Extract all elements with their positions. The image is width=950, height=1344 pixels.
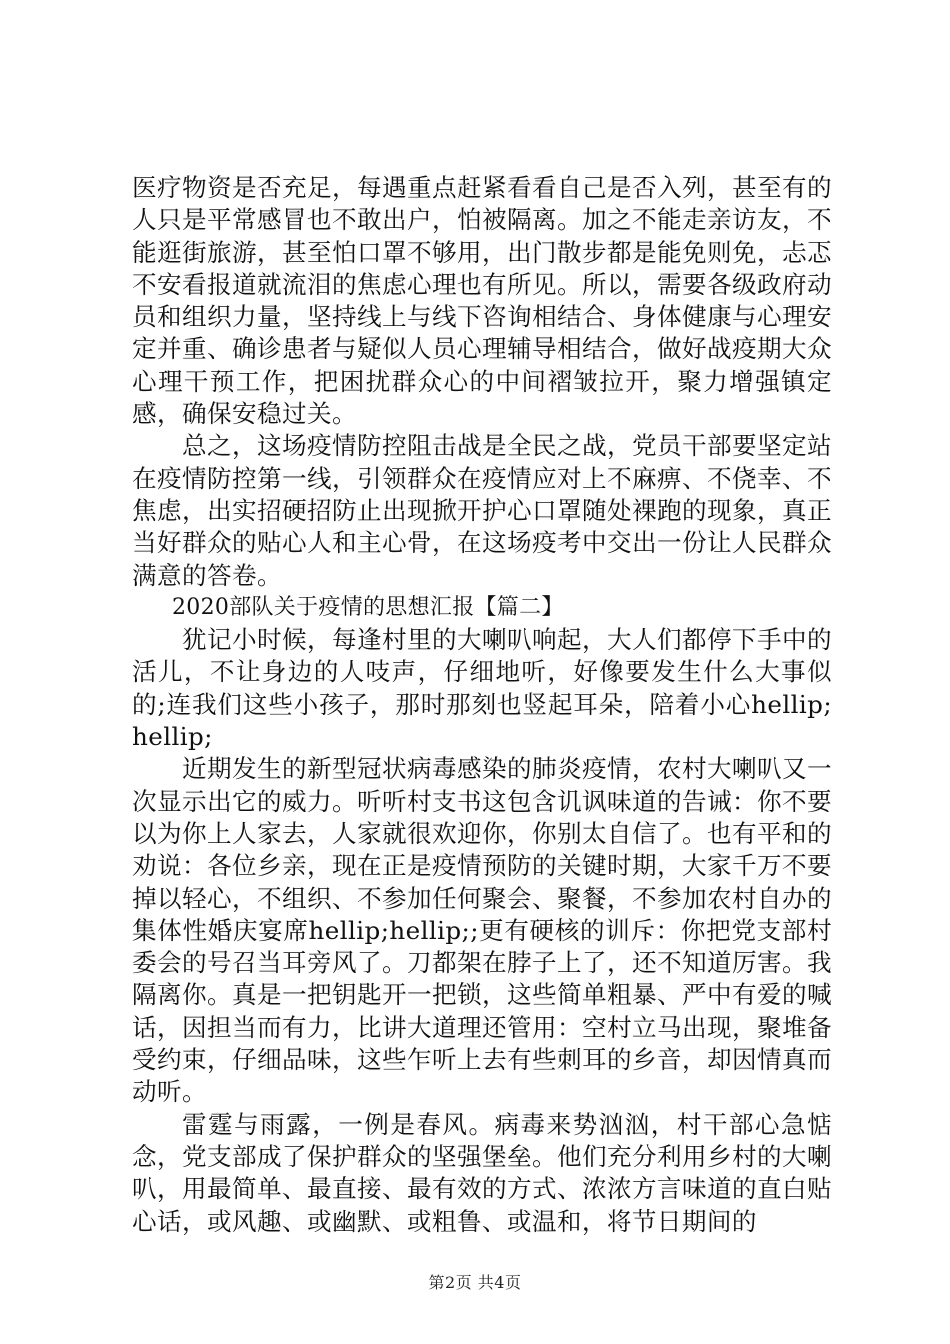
paragraph-loudspeaker: 近期发生的新型冠状病毒感染的肺炎疫情，农村大喇叭又一次显示出它的威力。听听村支书这包含讥讽味道的告诫：你不要以为你上人家去，人家就很欢迎你，你别太自信了。也有平和的劝说：各位乡亲，现在正是疫情预防的关键时期，大家千万不要掉以轻心，不组织、不参加任何聚会、聚餐，不参加农村自办的集体性婚庆宴席hellip;hellip;;更有硬核的训斥：你把党支部村委会的号召当耳旁风了。刀都架在脖子上了，还不知道厉害。我隔离你。真是一把钥匙开一把锁，这些简单粗暴、严中有爱的喊话，因担当而有力，比讲大道理还管用：空村立马出现，聚堆备受约束，仔细品味，这些乍听上去有些刺耳的乡音，却因情真而动听。	[132, 754, 832, 1107]
paragraph-conclusion: 总之，这场疫情防控阻击战是全民之战，党员干部要坚定站在疫情防控第一线，引领群众在疫情应对上不麻痹、不侥幸、不焦虑，出实招硬招防止出现掀开护心口罩随处裸跑的现象，真正当好群众的贴心人和主心骨，在这场疫考中交出一份让人民群众满意的答卷。	[132, 431, 832, 590]
paragraph-childhood-memory: 犹记小时候，每逢村里的大喇叭响起，大人们都停下手中的活儿，不让身边的人吱声，仔细地听，好像要发生什么大事似的;连我们这些小孩子，那时那刻也竖起耳朵，陪着小心hellip;hellip;	[132, 625, 832, 752]
document-body	[132, 172, 832, 1238]
page-number-footer: 第2页 共4页	[428, 1273, 522, 1292]
section-heading: 2020部队关于疫情的思想汇报【篇二】	[172, 594, 564, 620]
paragraph-thunder-and-rain: 雷霆与雨露，一例是春风。病毒来势汹汹，村干部心急惦念，党支部成了保护群众的坚强堡垒。他们充分利用乡村的大喇叭，用最简单、最直接、最有效的方式、浓浓方言味道的直白贴心话，或风趣、或幽默、或粗鲁、或温和，将节日期间的	[132, 1109, 832, 1236]
paragraph-continued: 医疗物资是否充足，每遇重点赶紧看看自己是否入列，甚至有的人只是平常感冒也不敢出户，怕被隔离。加之不能走亲访友，不能逛街旅游，甚至怕口罩不够用，出门散步都是能免则免，忐忑不安看报道就流泪的焦虑心理也有所见。所以，需要各级政府动员和组织力量，坚持线上与线下咨询相结合、身体健康与心理安定并重、确诊患者与疑似人员心理辅导相结合，做好战疫期大众心理干预工作，把困扰群众心的中间褶皱拉开，聚力增强镇定感，确保安稳过关。	[132, 173, 832, 429]
